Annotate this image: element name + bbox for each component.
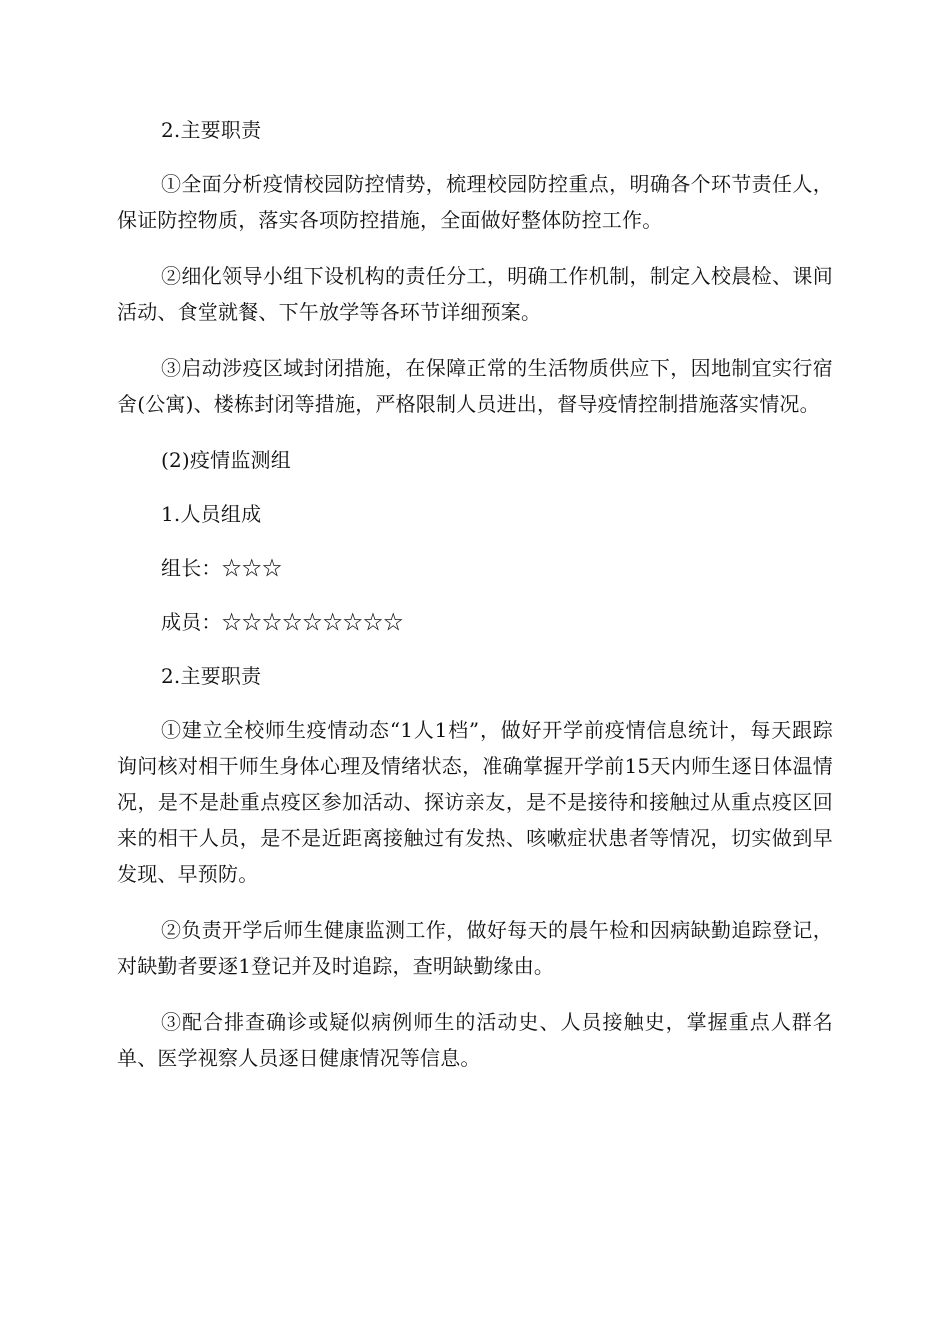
monitoring-duty-paragraph-3: ③配合排查确诊或疑似病例师生的活动史、人员接触史，掌握重点人群名单、医学视察人员逐日健康情况等信息。 [117, 1010, 833, 1070]
group-leader-line: 组长：☆☆☆ [161, 556, 283, 580]
monitoring-duty-paragraph-2: ②负责开学后师生健康监测工作，做好每天的晨午检和因病缺勤追踪登记，对缺勤者要逐1登记并及时追踪，查明缺勤缘由。 [117, 918, 833, 978]
group-heading-monitoring: (2)疫情监测组 [161, 448, 291, 472]
duty-paragraph-2: ②细化领导小组下设机构的责任分工，明确工作机制，制定入校晨检、课间活动、食堂就餐、下午放学等各环节详细预案。 [117, 264, 833, 324]
duty-paragraph-3: ③启动涉疫区域封闭措施，在保障正常的生活物质供应下，因地制宜实行宿舍(公寓)、楼栋封闭等措施，严格限制人员进出，督导疫情控制措施落实情况。 [117, 356, 833, 416]
section-heading-main-duties-2: 2.主要职责 [161, 664, 262, 688]
monitoring-duty-paragraph-1: ①建立全校师生疫情动态“1人1档”，做好开学前疫情信息统计，每天跟踪询问核对相干师生身体心理及情绪状态，准确掌握开学前15天内师生逐日体温情况，是不是赴重点疫区参加活动、探访亲友，是不是接待和接触过从重点疫区回来的相干人员，是不是近距离接触过有发热、咳嗽症状患者等情况，切实做到早发现、早预防。 [117, 718, 833, 886]
duty-paragraph-1: ①全面分析疫情校园防控情势，梳理校园防控重点，明确各个环节责任人，保证防控物质，落实各项防控措施，全面做好整体防控工作。 [117, 172, 833, 232]
section-heading-members: 1.人员组成 [161, 502, 262, 526]
section-heading-main-duties: 2.主要职责 [161, 118, 262, 142]
group-members-line: 成员：☆☆☆☆☆☆☆☆☆ [161, 610, 404, 634]
document-page [117, 112, 833, 1096]
